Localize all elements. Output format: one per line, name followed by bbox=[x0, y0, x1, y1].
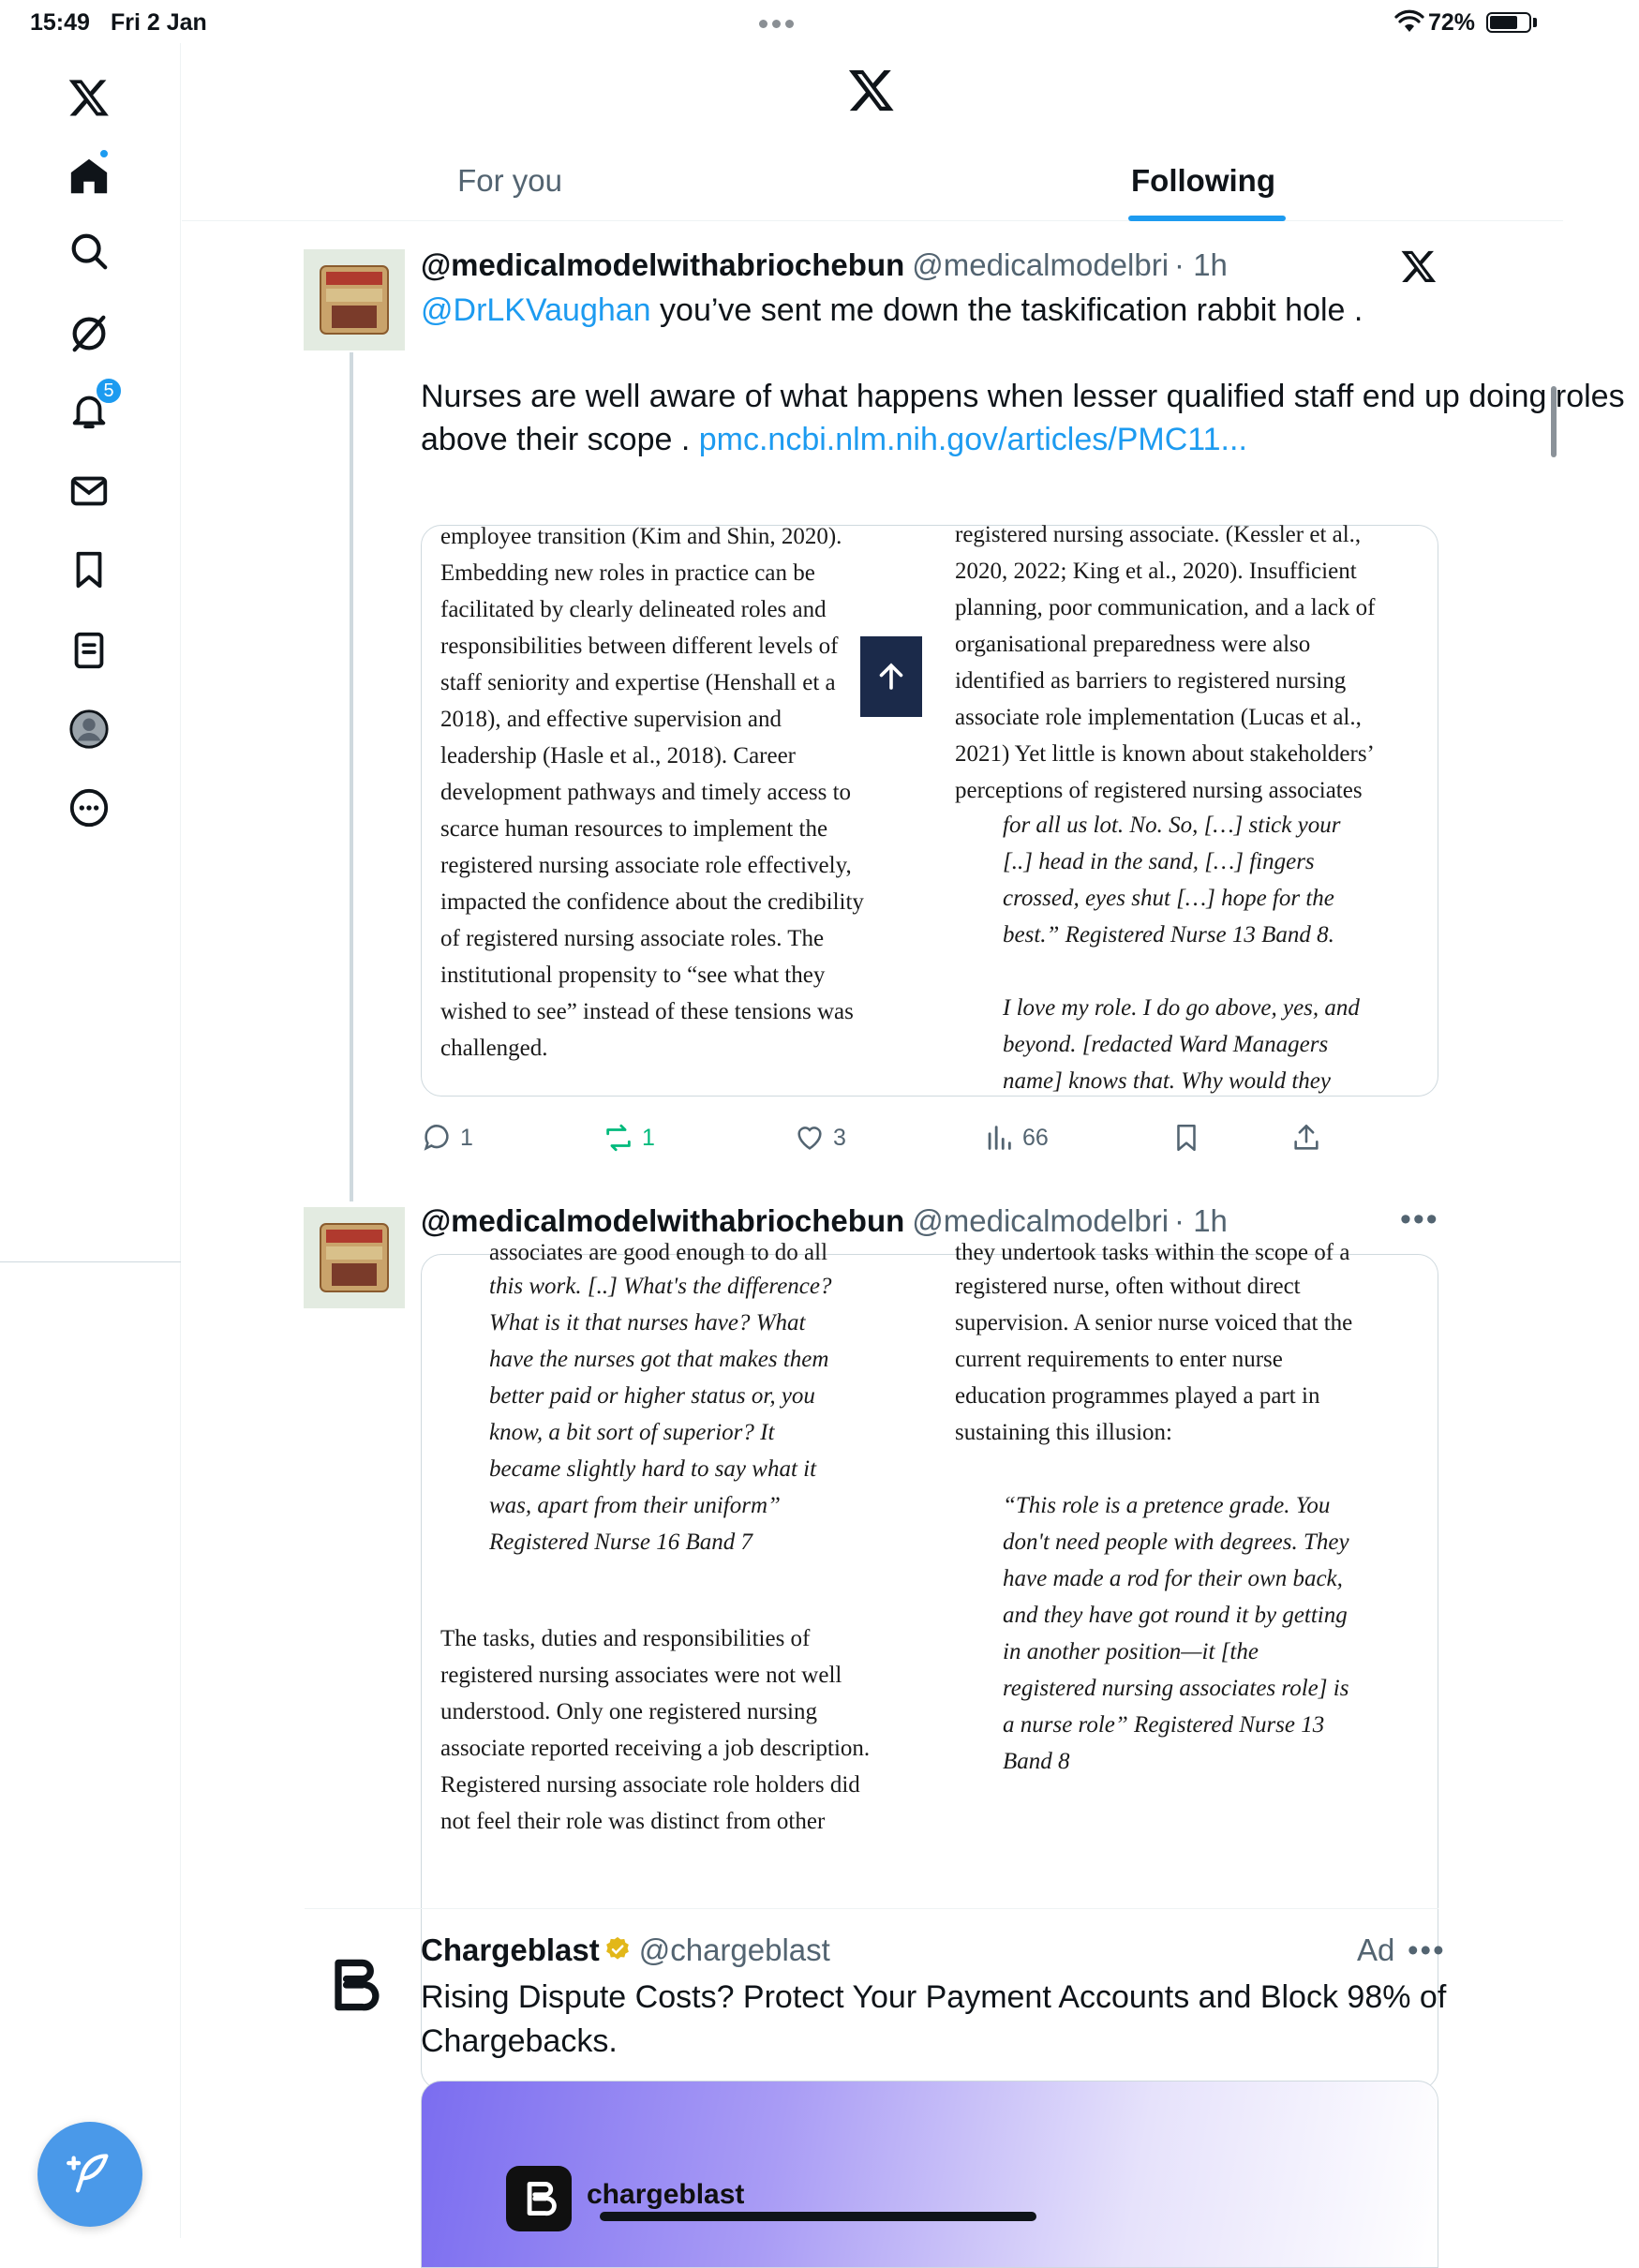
x-header-logo-icon[interactable] bbox=[847, 66, 896, 114]
image-text-line: in another position—it [the bbox=[1003, 1639, 1259, 1664]
image-text-line: employee transition (Kim and Shin, 2020). bbox=[440, 524, 842, 549]
more-options-icon[interactable]: ••• bbox=[1408, 1932, 1446, 1967]
image-text-line: Registered nursing associate role holders did bbox=[440, 1772, 860, 1798]
image-text-right-column bbox=[955, 1268, 1352, 1451]
image-text-line: 2020, 2022; King et al., 2020). Insufficient bbox=[955, 559, 1357, 584]
image-text-line: understood. Only one registered nursing bbox=[440, 1699, 818, 1724]
home-icon[interactable] bbox=[59, 146, 119, 206]
reply-count: 1 bbox=[460, 1124, 473, 1151]
author-handle[interactable]: @medicalmodelbri bbox=[912, 247, 1170, 282]
image-text-line: impacted the confidence about the credibility bbox=[440, 889, 864, 915]
ad-text: Rising Dispute Costs? Protect Your Payment Accounts and Block 98% of Chargebacks. bbox=[421, 1979, 1447, 2059]
chargeblast-card-logo-icon bbox=[506, 2166, 572, 2231]
advertiser-handle[interactable]: @chargeblast bbox=[638, 1932, 830, 1967]
heart-icon bbox=[794, 1122, 826, 1154]
share-icon bbox=[1290, 1122, 1322, 1154]
image-text-line: better paid or higher status or, you bbox=[489, 1383, 815, 1409]
image-text-line: of registered nursing associate roles. The bbox=[440, 926, 825, 951]
tweet-text-line1: you’ve sent me down the taskification rabbit hole . bbox=[650, 292, 1363, 328]
image-text-line: organisational preparedness were also bbox=[955, 632, 1311, 657]
verified-badge-icon bbox=[603, 1935, 632, 1963]
image-text-line: Band 8 bbox=[1003, 1749, 1070, 1774]
reply-button[interactable] bbox=[421, 1119, 473, 1156]
article-link[interactable]: pmc.ncbi.nlm.nih.gov/articles/PMC11... bbox=[698, 422, 1247, 457]
compose-feather-icon bbox=[66, 2150, 114, 2199]
image-text-line: scarce human resources to implement the bbox=[440, 816, 828, 842]
scroll-up-arrow-icon bbox=[860, 636, 922, 717]
compose-post-button[interactable] bbox=[37, 2122, 142, 2227]
image-text-line: and they have got round it by getting bbox=[1003, 1603, 1348, 1628]
author-avatar[interactable] bbox=[304, 249, 405, 351]
image-text-line bbox=[1003, 953, 1360, 990]
bookmarks-icon[interactable] bbox=[59, 540, 119, 600]
image-text-line: crossed, eyes shut […] hope for the bbox=[1003, 886, 1334, 911]
image-text-line: registered nurse, often without direct bbox=[955, 1274, 1301, 1299]
image-cut-line-left: associates are good enough to do all bbox=[489, 1240, 828, 1265]
messages-envelope-icon[interactable] bbox=[59, 461, 119, 521]
tweet-actions bbox=[421, 1119, 1452, 1156]
bookmark-button[interactable] bbox=[1170, 1119, 1210, 1156]
image-text-line: Registered Nurse 16 Band 7 bbox=[489, 1529, 752, 1555]
more-options-icon[interactable] bbox=[59, 778, 119, 838]
tab-following[interactable]: Following bbox=[1131, 163, 1275, 198]
status-bar bbox=[0, 0, 1563, 43]
image-text-line: have the nurses got that makes them bbox=[489, 1347, 829, 1372]
image-text-line: became slightly hard to say what it bbox=[489, 1456, 817, 1482]
image-text-line: wished to see” instead of these tensions was bbox=[440, 999, 854, 1024]
ad-card-brand: chargeblast bbox=[587, 2179, 745, 2210]
author-name[interactable]: @medicalmodelwithabriochebun bbox=[421, 247, 905, 282]
advertiser-name[interactable]: Chargeblast bbox=[421, 1932, 600, 1967]
home-indicator[interactable] bbox=[600, 2212, 1036, 2221]
image-text-line: development pathways and timely access to bbox=[440, 780, 852, 805]
image-cut-line-right: they undertook tasks within the scope of a bbox=[955, 1240, 1350, 1265]
sidebar-divider bbox=[0, 1261, 181, 1262]
status-date: Fri 2 Jan bbox=[111, 9, 207, 36]
image-text-line: this work. [..] What's the difference? bbox=[489, 1274, 832, 1299]
image-text-line: facilitated by clearly delineated roles and bbox=[440, 597, 827, 622]
battery-percent: 72% bbox=[1428, 9, 1476, 36]
tweet-time[interactable]: · 1h bbox=[1174, 1203, 1228, 1238]
image-text-line: a nurse role” Registered Nurse 13 bbox=[1003, 1712, 1325, 1738]
view-count: 66 bbox=[1022, 1124, 1049, 1151]
views-chart-icon bbox=[983, 1122, 1015, 1154]
image-text-line: current requirements to enter nurse bbox=[955, 1347, 1283, 1372]
home-unread-dot bbox=[98, 148, 110, 159]
ad-header bbox=[421, 1932, 830, 1968]
image-text-line: 2018), and effective supervision and bbox=[440, 707, 782, 732]
grok-icon[interactable] bbox=[59, 304, 119, 364]
image-text-line: not feel their role was distinct from other bbox=[440, 1809, 826, 1834]
image-text-line: don't need people with degrees. They bbox=[1003, 1529, 1349, 1555]
x-grok-icon[interactable] bbox=[1400, 247, 1438, 285]
image-text-line: 2021) Yet little is known about stakeholders’ bbox=[955, 741, 1375, 767]
author-handle[interactable]: @medicalmodelbri bbox=[912, 1203, 1170, 1238]
ad-media-card[interactable] bbox=[421, 2081, 1438, 2268]
like-button[interactable] bbox=[794, 1119, 846, 1156]
repost-button[interactable] bbox=[603, 1119, 655, 1156]
image-text-line: The tasks, duties and responsibilities of bbox=[440, 1626, 811, 1651]
active-tab-indicator bbox=[1128, 216, 1286, 221]
image-text-line: institutional propensity to “see what they bbox=[440, 962, 826, 988]
image-text-left-column bbox=[440, 1620, 870, 1840]
tweet-time[interactable]: · 1h bbox=[1174, 247, 1228, 282]
tweet-text-line2: Nurses are well aware of what happens when lesser qualified staff end up doing roles above their scope . bbox=[421, 379, 1625, 457]
more-options-icon[interactable]: ••• bbox=[1400, 1201, 1439, 1237]
image-text-line: registered nursing associates were not well bbox=[440, 1663, 842, 1688]
thread-connector-line bbox=[350, 352, 353, 1201]
image-text-line: sustaining this illusion: bbox=[955, 1420, 1172, 1445]
profile-avatar-icon[interactable] bbox=[59, 699, 119, 759]
image-text-line: registered nursing associates role] is bbox=[1003, 1676, 1349, 1701]
image-text-line: supervision. A senior nurse voiced that the bbox=[955, 1310, 1353, 1335]
sidebar bbox=[0, 43, 181, 2238]
image-quote-right bbox=[1003, 1487, 1349, 1780]
image-text-line: leadership (Hasle et al., 2018). Career bbox=[440, 743, 797, 768]
image-text-line: [..] head in the sand, […] fingers bbox=[1003, 849, 1315, 874]
image-text-line: education programmes played a part in bbox=[955, 1383, 1320, 1409]
ad-label: Ad bbox=[1357, 1932, 1395, 1967]
image-text-line: “This role is a pretence grade. You bbox=[1003, 1493, 1331, 1518]
image-text-line: planning, poor communication, and a lack of bbox=[955, 595, 1376, 620]
timeline-tabs bbox=[182, 141, 1563, 221]
tweet-text bbox=[421, 289, 1639, 461]
mention-link[interactable]: @DrLKVaughan bbox=[421, 292, 651, 328]
x-logo-icon[interactable] bbox=[59, 67, 119, 127]
battery-icon bbox=[1486, 12, 1531, 33]
chargeblast-logo-icon[interactable] bbox=[328, 1957, 377, 2013]
repost-count: 1 bbox=[642, 1124, 655, 1151]
image-text-line: associate reported receiving a job description. bbox=[440, 1736, 871, 1761]
image-text-right-column bbox=[955, 516, 1376, 809]
author-avatar[interactable] bbox=[304, 1207, 405, 1308]
battery-tip bbox=[1533, 18, 1537, 27]
image-text-line: perceptions of registered nursing associates bbox=[955, 778, 1363, 803]
image-text-line: beyond. [redacted Ward Managers bbox=[1003, 1032, 1329, 1057]
image-text-line: registered nursing associate. (Kessler et al., bbox=[955, 522, 1362, 547]
image-text-line: responsibilities between different levels of bbox=[440, 634, 839, 659]
image-text-line: challenged. bbox=[440, 1036, 548, 1061]
tweet-image[interactable] bbox=[421, 522, 1438, 1097]
image-text-line: registered nursing associate role effectively, bbox=[440, 853, 852, 878]
tab-for-you[interactable]: For you bbox=[457, 163, 562, 198]
views-button[interactable] bbox=[983, 1119, 1049, 1156]
image-text-left-column bbox=[440, 518, 864, 1067]
image-text-line: Embedding new roles in practice can be bbox=[440, 560, 815, 586]
image-text-line: identified as barriers to registered nursing bbox=[955, 668, 1347, 694]
image-text-line: for all us lot. No. So, […] stick your bbox=[1003, 813, 1341, 838]
search-icon[interactable] bbox=[59, 221, 119, 281]
share-button[interactable] bbox=[1290, 1119, 1330, 1156]
feed-divider bbox=[305, 1908, 1438, 1909]
lists-icon[interactable] bbox=[59, 620, 119, 680]
wifi-icon bbox=[1394, 9, 1424, 34]
image-text-line: I love my role. I do go above, yes, and bbox=[1003, 995, 1360, 1021]
image-text-line: staff seniority and expertise (Henshall et a bbox=[440, 670, 836, 695]
image-text-line: know, a bit sort of superior? It bbox=[489, 1420, 775, 1445]
status-time: 15:49 bbox=[30, 9, 90, 36]
image-text-line: name] knows that. Why would they bbox=[1003, 1068, 1331, 1094]
bookmark-icon bbox=[1170, 1122, 1202, 1154]
image-text-line: was, apart from their uniform” bbox=[489, 1493, 781, 1518]
like-count: 3 bbox=[833, 1124, 846, 1151]
multitasking-dots-icon[interactable] bbox=[759, 16, 802, 25]
image-quote-left bbox=[489, 1268, 832, 1560]
image-text-line: What is it that nurses have? What bbox=[489, 1310, 806, 1335]
image-text-line: best.” Registered Nurse 13 Band 8. bbox=[1003, 922, 1334, 947]
reply-icon bbox=[421, 1122, 453, 1154]
notifications-bell-icon[interactable] bbox=[59, 380, 119, 440]
notification-count-badge: 5 bbox=[95, 377, 123, 405]
author-name[interactable]: @medicalmodelwithabriochebun bbox=[421, 1203, 905, 1238]
tweet-header bbox=[421, 247, 1228, 283]
image-text-line: associate role implementation (Lucas et al., bbox=[955, 705, 1362, 730]
image-quote-right bbox=[1003, 807, 1360, 1099]
repost-icon bbox=[603, 1122, 634, 1154]
image-text-line: have made a rod for their own back, bbox=[1003, 1566, 1343, 1591]
